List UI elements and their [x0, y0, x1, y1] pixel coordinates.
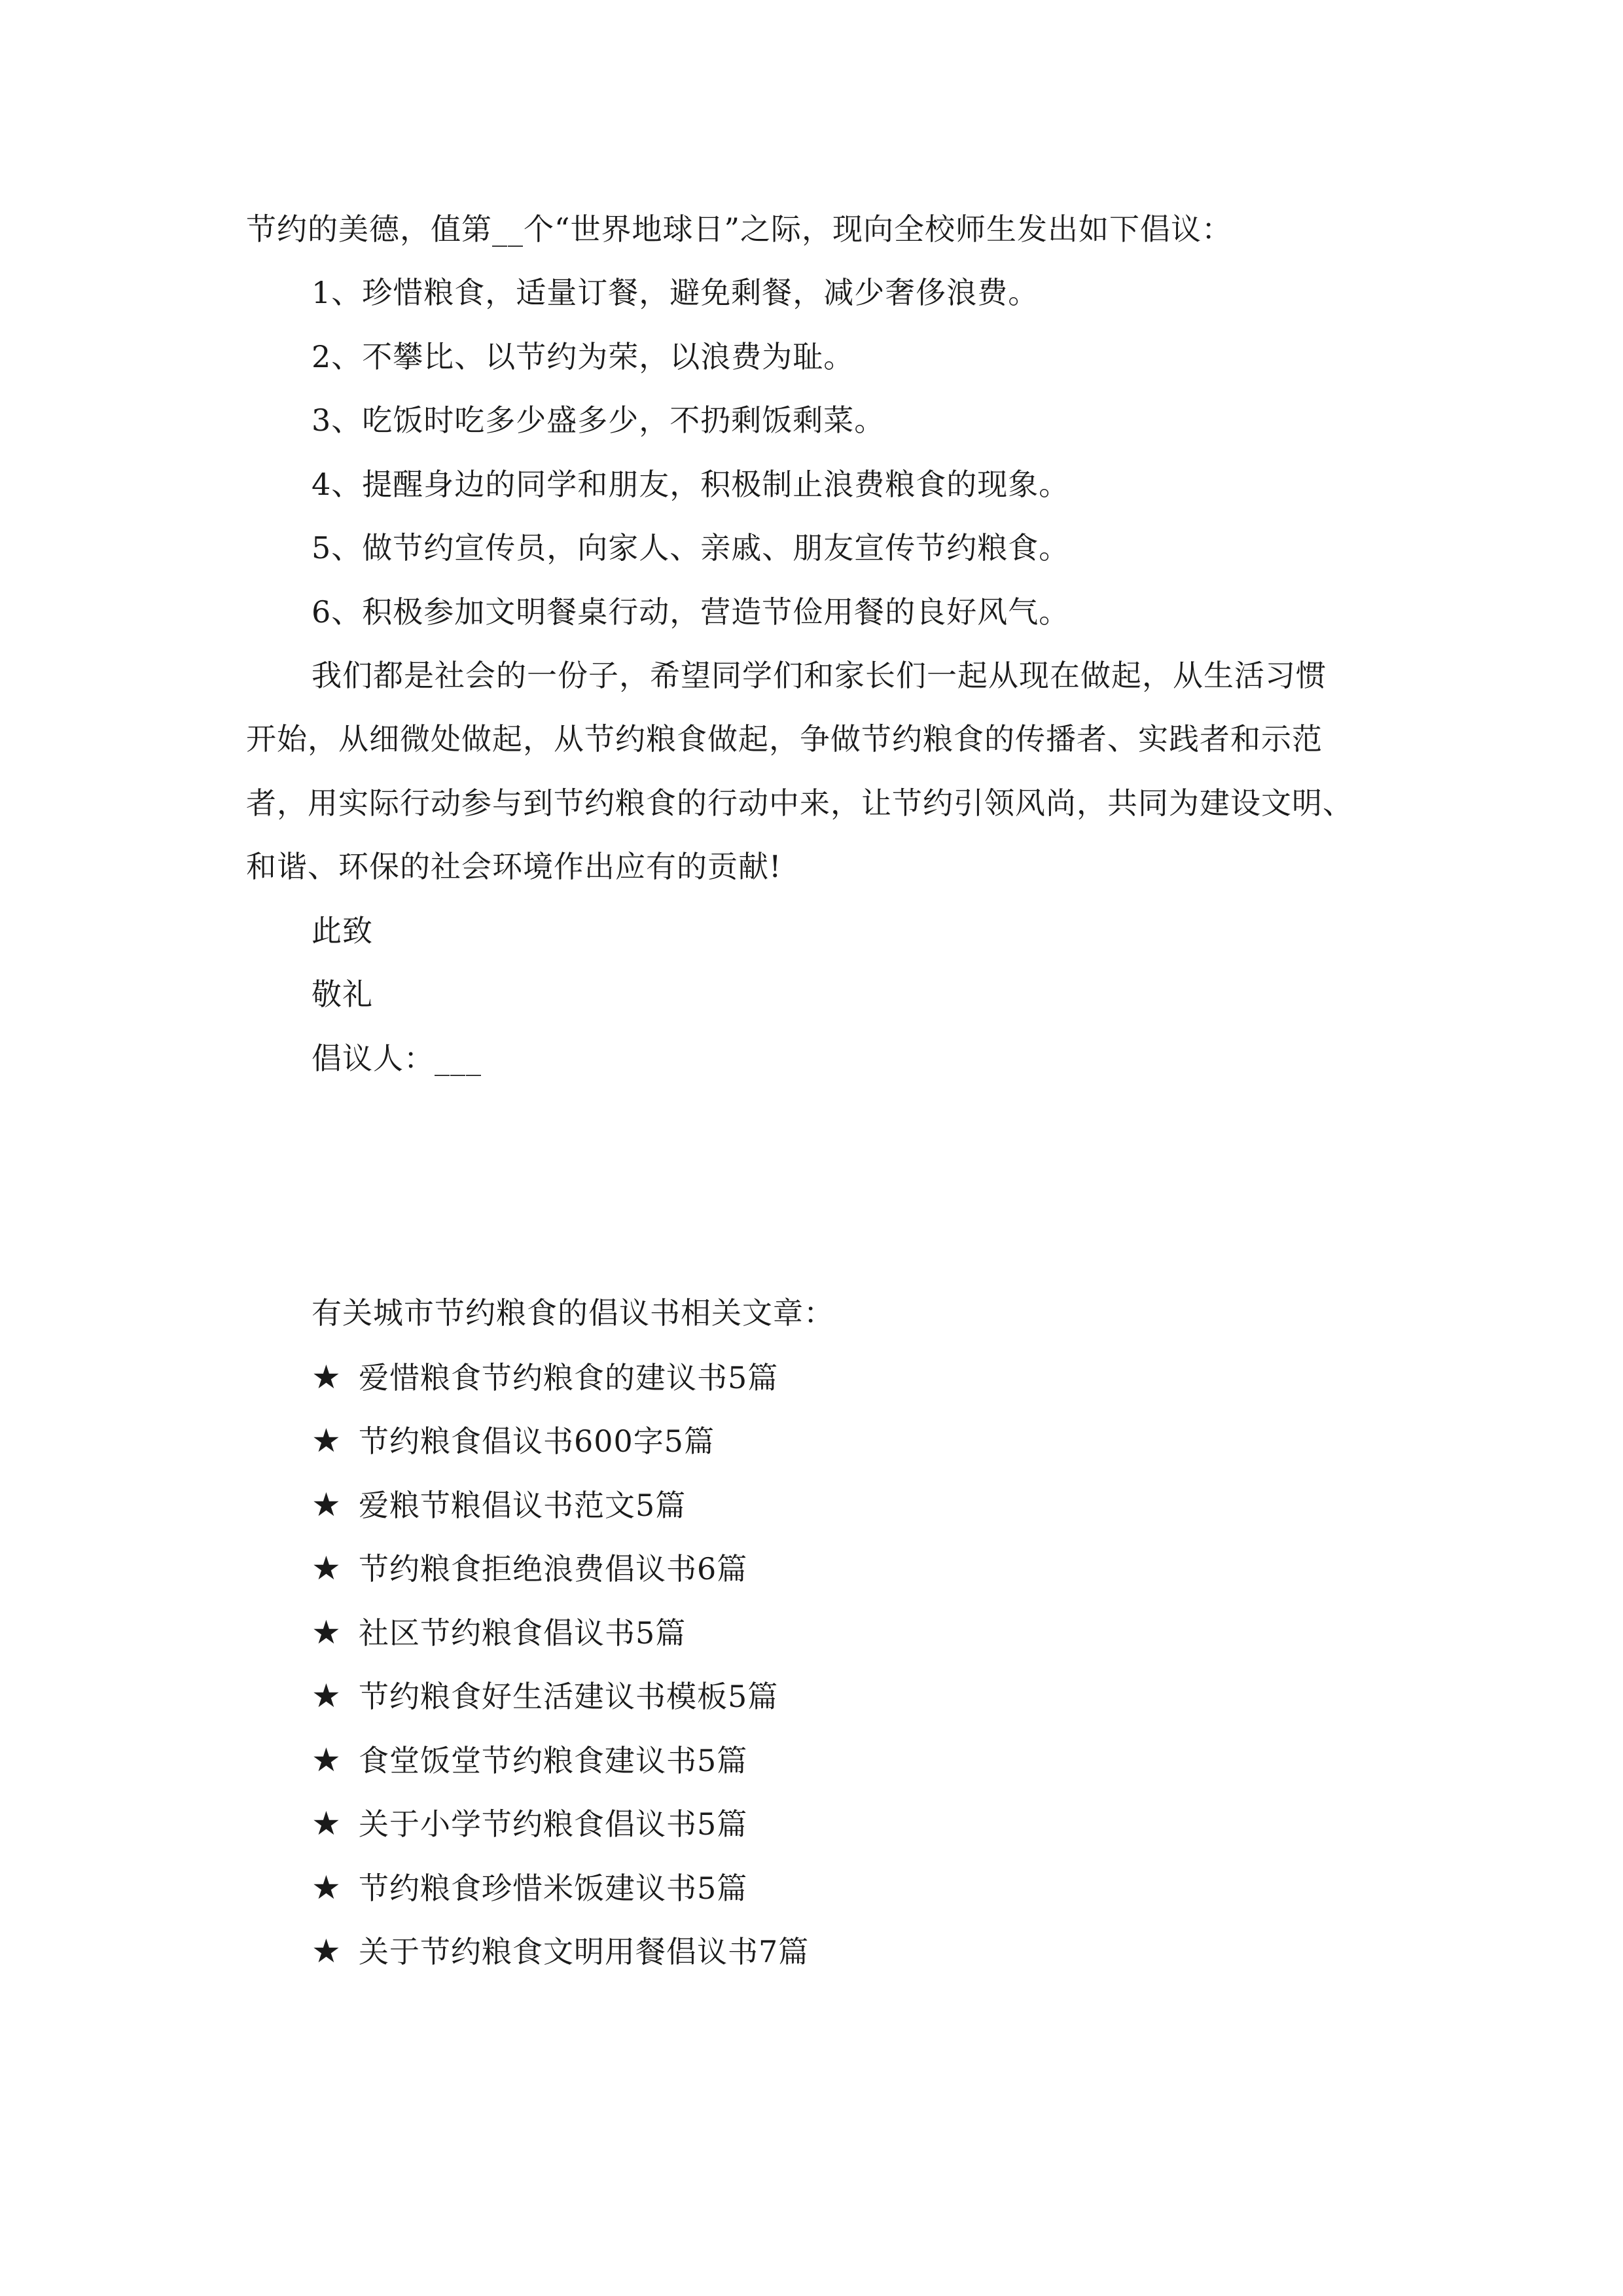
- related-article-title: 爱惜粮食节约粮食的建议书5篇: [359, 1360, 779, 1395]
- proposal-item: 2、不攀比、以节约为荣，以浪费为耻。: [312, 339, 855, 374]
- closing-paragraph-line: 开始，从细微处做起，从节约粮食做起，争做节约粮食的传播者、实践者和示范: [246, 721, 1323, 757]
- star-icon: ★: [312, 1804, 342, 1842]
- star-icon: ★: [312, 1613, 342, 1651]
- related-article-link[interactable]: [312, 1740, 747, 1780]
- signature-line: 倡议人：___: [312, 1041, 482, 1076]
- salutation-line: 此致: [312, 913, 373, 948]
- related-article-link[interactable]: [312, 1485, 686, 1525]
- closing-paragraph-line: 者，用实际行动参与到节约粮食的行动中来，让节约引领风尚，共同为建设文明、: [246, 785, 1353, 821]
- closing-paragraph-line: 和谐、环保的社会环境作出应有的贡献!: [246, 849, 782, 884]
- proposal-item: 5、做节约宣传员，向家人、亲戚、朋友宣传节约粮食。: [312, 530, 1070, 565]
- related-article-title: 节约粮食倡议书600字5篇: [359, 1424, 715, 1459]
- related-article-link[interactable]: [312, 1613, 686, 1653]
- star-icon: ★: [312, 1422, 342, 1460]
- related-article-title: 节约粮食珍惜米饭建议书5篇: [359, 1871, 748, 1906]
- related-article-link[interactable]: [312, 1676, 778, 1716]
- star-icon: ★: [312, 1741, 342, 1779]
- related-article-link[interactable]: [312, 1421, 715, 1461]
- related-article-link[interactable]: [312, 1931, 809, 1971]
- proposal-item: 3、吃饭时吃多少盛多少，不扔剩饭剩菜。: [312, 403, 885, 438]
- related-article-title: 爱粮节粮倡议书范文5篇: [359, 1488, 687, 1523]
- related-article-title: 关于小学节约粮食倡议书5篇: [359, 1806, 748, 1842]
- star-icon: ★: [312, 1358, 342, 1396]
- star-icon: ★: [312, 1486, 342, 1524]
- related-article-link[interactable]: [312, 1804, 747, 1844]
- proposal-item: 1、珍惜粮食，适量订餐，避免剩餐，减少奢侈浪费。: [312, 275, 1039, 310]
- related-article-title: 节约粮食拒绝浪费倡议书6篇: [359, 1551, 748, 1587]
- proposal-item: 4、提醒身边的同学和朋友，积极制止浪费粮食的现象。: [312, 467, 1070, 502]
- star-icon: ★: [312, 1677, 342, 1715]
- star-icon: ★: [312, 1869, 342, 1907]
- intro-line: 节约的美德，值第__个“世界地球日”之际，现向全校师生发出如下倡议：: [246, 211, 1233, 247]
- star-icon: ★: [312, 1932, 342, 1970]
- related-article-link[interactable]: [312, 1357, 778, 1397]
- related-article-title: 食堂饭堂节约粮食建议书5篇: [359, 1743, 748, 1778]
- related-article-title: 节约粮食好生活建议书模板5篇: [359, 1679, 779, 1714]
- related-articles-heading: 有关城市节约粮食的倡议书相关文章：: [312, 1295, 834, 1331]
- salutation-line: 敬礼: [312, 977, 373, 1012]
- related-article-title: 社区节约粮食倡议书5篇: [359, 1615, 687, 1651]
- star-icon: ★: [312, 1549, 342, 1587]
- related-article-link[interactable]: [312, 1549, 747, 1588]
- closing-paragraph-line: 我们都是社会的一份子，希望同学们和家长们一起从现在做起，从生活习惯: [312, 658, 1327, 693]
- proposal-item: 6、积极参加文明餐桌行动，营造节俭用餐的良好风气。: [312, 594, 1070, 630]
- related-article-title: 关于节约粮食文明用餐倡议书7篇: [359, 1934, 810, 1969]
- related-article-link[interactable]: [312, 1868, 747, 1908]
